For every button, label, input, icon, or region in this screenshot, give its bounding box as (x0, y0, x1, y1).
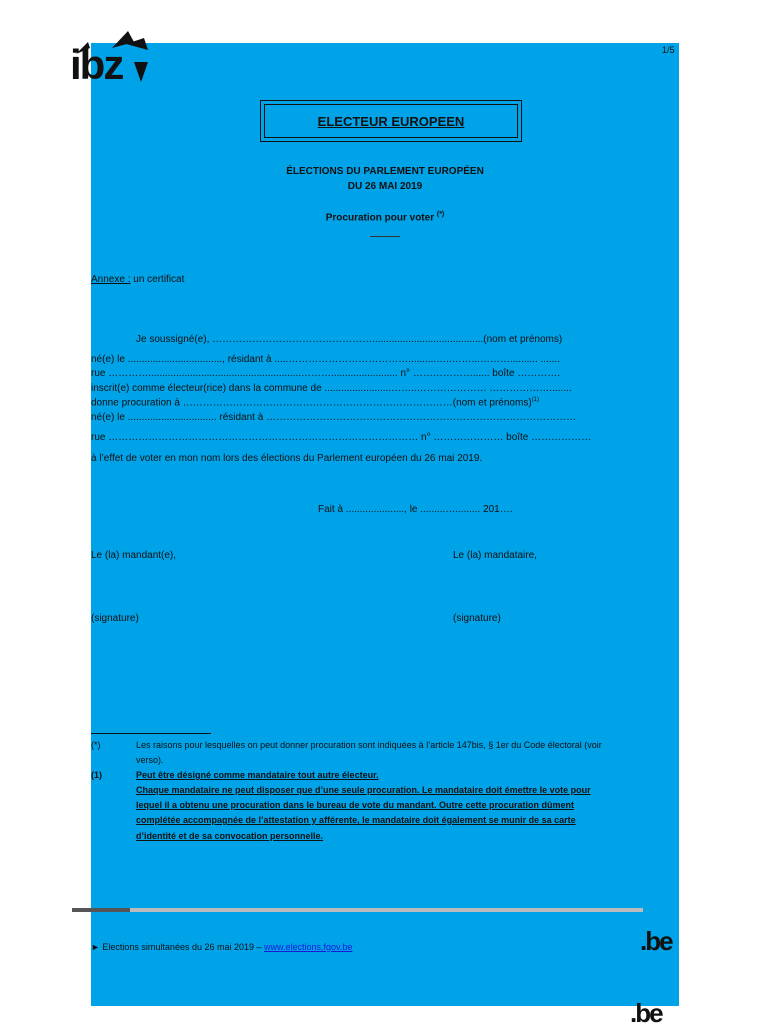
annexe-text: un certificat (130, 274, 185, 285)
footer-line (91, 942, 352, 952)
mandataire-label: Le (la) mandataire, (453, 550, 537, 561)
form-line-5-marker: (1) (531, 397, 539, 403)
be-logo-bottom: .be (630, 998, 662, 1028)
annexe-line (91, 274, 184, 285)
procuration-label: Procuration pour voter (325, 212, 435, 224)
footnote-one-line-2: Chaque mandataire ne peut disposer que d’une seule procuration. Le mandataire doit émettre le vote pour (136, 785, 591, 795)
form-line-3: rue ………….......................................................………........................ n° ………………...... boîte …………. (91, 368, 561, 379)
footnote-one-line-4: complétée accompagnée de l’attestation y afférente, le mandataire doit également se munir de sa carte (136, 815, 576, 825)
annexe-label: Annexe : (91, 274, 131, 285)
title-box (260, 100, 522, 142)
footer-bar-light (130, 908, 643, 912)
footnote-one-marker: (1) (91, 770, 102, 780)
page-number: 1/5 (662, 45, 675, 55)
footer-link[interactable]: www.elections.fgov.be (264, 942, 353, 952)
form-line-5 (91, 397, 539, 408)
footer-bar-dark (72, 908, 130, 912)
form-line-6: né(e) le ................................ résidant à ………………………………………………………………………………… (91, 412, 577, 423)
form-line-2: né(e) le .................................., résidant à .....………………………………..........…..……...……….......... ....... (91, 354, 560, 365)
be-logo-top: .be (640, 926, 672, 956)
form-line-8: à l’effet de voter en mon nom lors des élections du Parlement européen du 26 mai 2019. (91, 453, 483, 464)
footnote-rule (91, 733, 211, 734)
footer-text: ► Elections simultanées du 26 mai 2019 – (91, 942, 265, 952)
form-line-7: rue ………………………………………………………………………………… n° ………………… boîte ……………… (91, 432, 592, 443)
footnote-star-marker: (*) (91, 740, 101, 750)
ibz-logo (68, 28, 150, 88)
heading-line-2: DU 26 MAI 2019 (347, 181, 423, 192)
title-separator (370, 236, 400, 237)
footnote-star-line-2: verso). (136, 755, 164, 765)
signature-left: (signature) (91, 613, 139, 624)
ibz-logo-text: ibz (70, 41, 123, 88)
footnote-star-line-1: Les raisons pour lesquelles on peut donner procuration sont indiquées à l’article 147bis, § 1er du Code électoral (voir (136, 740, 602, 750)
fait-line: Fait à ....................., le .........…......... 201…. (318, 504, 513, 515)
footnote-one-line-3: lequel il a obtenu une procuration dans le bureau de vote du mandant. Outre cette procuration dûment (136, 800, 575, 810)
procuration-marker: (*) (436, 211, 445, 218)
ibz-logo-chevron (68, 28, 150, 88)
form-line-5-text: donne procuration à ………………………………………………………………………(nom et prénoms) (91, 397, 532, 409)
footnote-one-line-5: d’identité et de sa convocation personnelle. (136, 831, 324, 841)
signature-right: (signature) (453, 613, 501, 624)
form-line-4: inscrit(e) comme électeur(rice) dans la commune de ........................……..………………… ………………........ (91, 383, 572, 394)
procuration-title (91, 211, 679, 223)
mandant-label: Le (la) mandant(e), (91, 550, 177, 561)
footnote-one-line-1: Peut être désigné comme mandataire tout autre électeur. (136, 770, 379, 780)
heading-line-1: ÉLECTIONS DU PARLEMENT EUROPÉEN (286, 166, 484, 177)
document-title: ELECTEUR EUROPEEN (264, 104, 518, 138)
form-line-1: Je soussigné(e), …………………………………………........................................(nom et prénoms) (136, 334, 563, 345)
